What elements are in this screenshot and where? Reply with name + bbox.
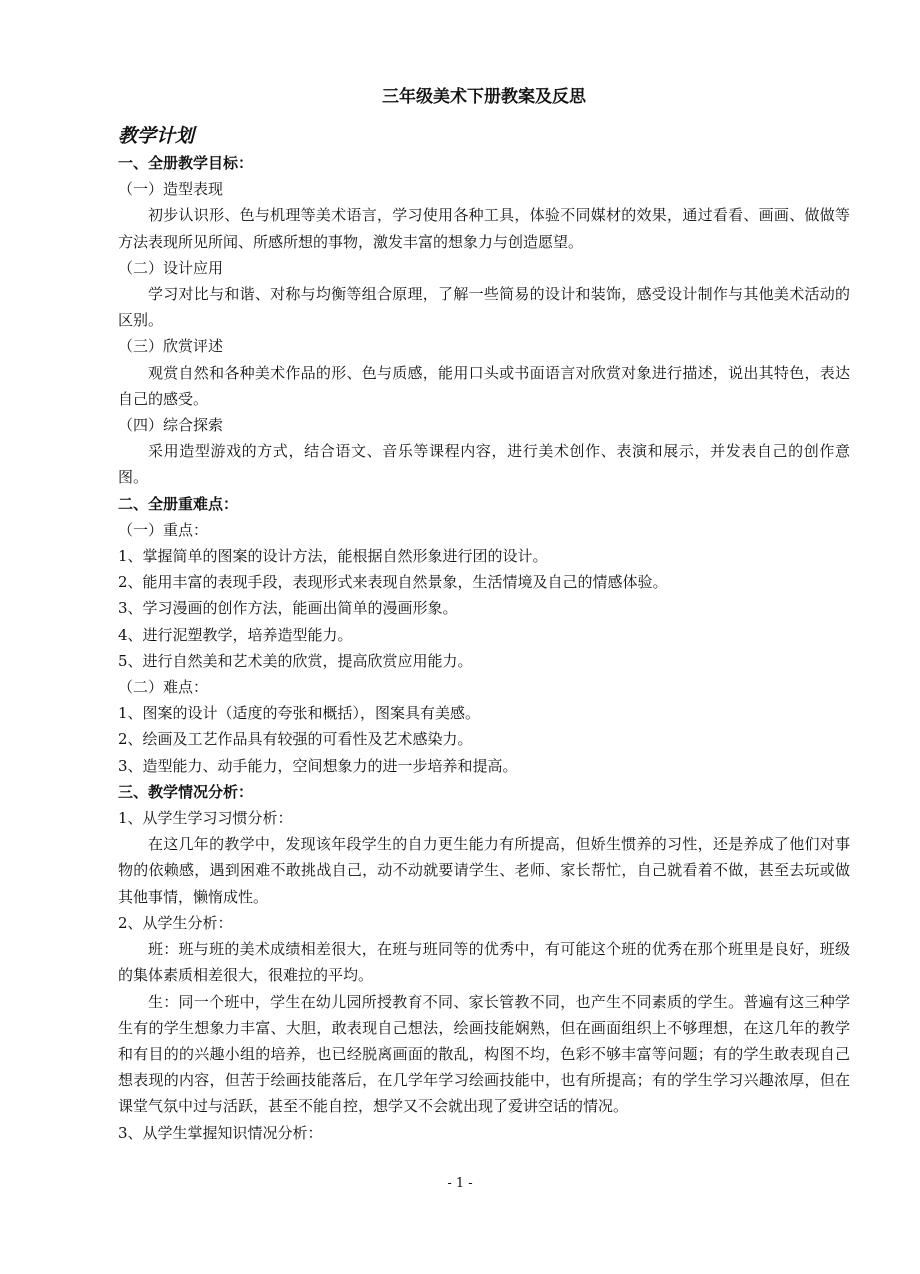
paragraph: 采用造型游戏的方式，结合语文、音乐等课程内容，进行美术创作、表演和展示，并发表自己的创作意图。	[118, 442, 850, 487]
paragraph: 在这几年的教学中，发现该年段学生的自力更生能力有所提高，但娇生惯养的习性，还是养成了他们对事物的依赖感，遇到困难不敢挑战自己，动不动就要请学生、老师、家长帮忙，自己就看着不做，甚至去玩或做其他事情，懒惰成性。	[118, 835, 850, 906]
list-item: 2、能用丰富的表现手段，表现形式来表现自然景象，生活情境及自己的情感体验。	[118, 573, 668, 592]
list-item: 1、掌握简单的图案的设计方法，能根据自然形象进行团的设计。	[118, 547, 548, 566]
subsection-heading: （二）设计应用	[118, 258, 224, 277]
analysis-heading: 2、从学生分析：	[118, 913, 233, 932]
document-title: 三年级美术下册教案及反思	[382, 87, 586, 107]
list-item: 3、造型能力、动手能力，空间想象力的进一步培养和提高。	[118, 756, 518, 775]
paragraph: 学习对比与和谐、对称与均衡等组合原理，了解一些简易的设计和装饰，感受设计制作与其他美术活动的区别。	[118, 285, 850, 330]
list-item: 4、进行泥塑教学，培养造型能力。	[118, 625, 353, 644]
page-number: - 1 -	[447, 1176, 473, 1191]
plan-heading: 教学计划	[118, 125, 195, 147]
subsection-heading: （一）重点：	[118, 520, 209, 539]
paragraph: 生：同一个班中，学生在幼儿园所授教育不同、家长管教不同，也产生不同素质的学生。普遍有这三种学生有的学生想象力丰富、大胆，敢表现自己想法，绘画技能娴熟，但在画面组织上不够理想，在这几年的教学和有目的的兴趣小组的培养，也已经脱离画面的散乱，构图不均，色彩不够丰富等问题；有的学生敢表现自己想表现的内容，但苦于绘画技能落后，在几学年学习绘画技能中，也有所提高；有的学生学习兴趣浓厚，但在课堂气氛中过与活跃，甚至不能自控，想学又不会就出现了爱讲空话的情况。	[118, 992, 850, 1116]
section-heading: 三、教学情况分析：	[118, 782, 254, 801]
subsection-heading: （二）难点：	[118, 678, 209, 697]
list-item: 3、学习漫画的创作方法，能画出简单的漫画形象。	[118, 599, 458, 618]
analysis-heading: 1、从学生学习习惯分析：	[118, 809, 293, 828]
analysis-heading: 3、从学生掌握知识情况分析：	[118, 1123, 323, 1142]
list-item: 5、进行自然美和艺术美的欣赏，提高欣赏应用能力。	[118, 651, 473, 670]
subsection-heading: （一）造型表现	[118, 180, 224, 199]
paragraph: 初步认识形、色与机理等美术语言，学习使用各种工具，体验不同媒材的效果，通过看看、画画、做做等方法表现所见所闻、所感所想的事物，激发丰富的想象力与创造愿望。	[118, 206, 850, 251]
list-item: 2、绘画及工艺作品具有较强的可看性及艺术感染力。	[118, 730, 473, 749]
section-heading: 二、全册重难点：	[118, 494, 239, 513]
list-item: 1、图案的设计（适度的夸张和概括），图案具有美感。	[118, 704, 481, 723]
section-heading: 一、全册教学目标：	[118, 154, 254, 172]
paragraph: 班：班与班的美术成绩相差很大，在班与班同等的优秀中，有可能这个班的优秀在那个班里是良好，班级的集体素质相差很大，很难拉的平均。	[118, 940, 850, 985]
subsection-heading: （四）综合探索	[118, 416, 224, 435]
paragraph: 观赏自然和各种美术作品的形、色与质感，能用口头或书面语言对欣赏对象进行描述，说出其特色，表达自己的感受。	[118, 363, 850, 408]
subsection-heading: （三）欣赏评述	[118, 337, 224, 356]
document-page	[118, 80, 850, 1146]
